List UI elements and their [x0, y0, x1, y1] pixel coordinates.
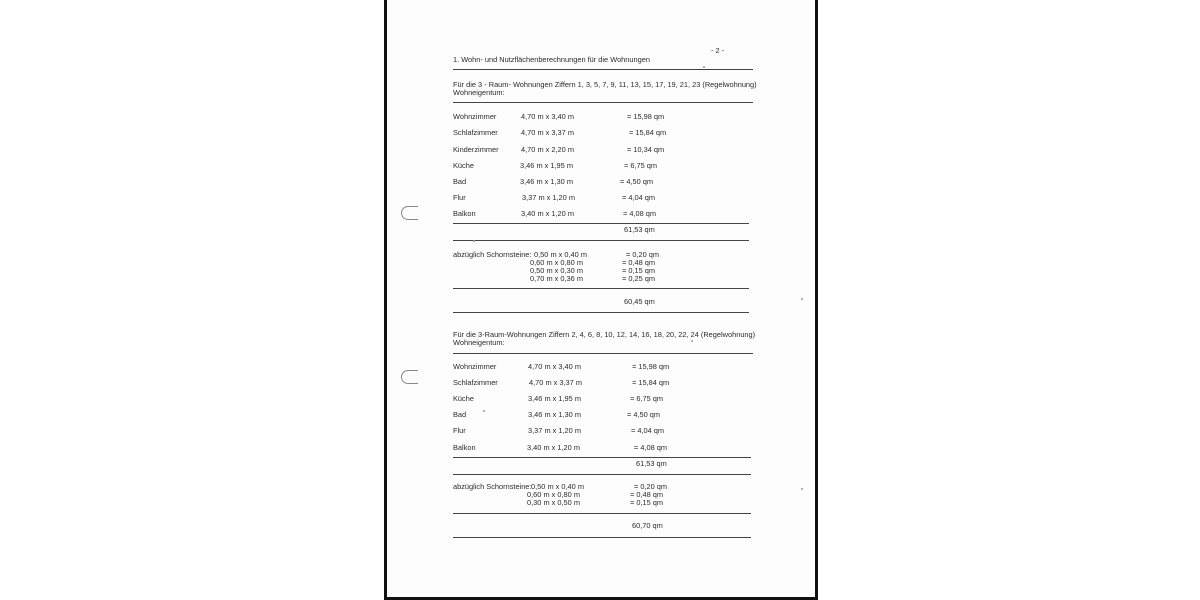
room-area: = 15,98 qm: [632, 362, 670, 371]
room-area: = 4,08 qm: [634, 443, 668, 452]
room-name: Balkon: [453, 209, 476, 218]
room-name: Flur: [453, 193, 466, 202]
room-dimensions: 3,46 m x 1,30 m: [528, 410, 581, 419]
room-name: Wohnzimmer: [453, 112, 497, 121]
room-dimensions: 3,37 m x 1,20 m: [522, 193, 575, 202]
room-dimensions: 3,37 m x 1,20 m: [528, 426, 581, 435]
section2-total-rule-bottom: [453, 537, 751, 538]
room-area: = 6,75 qm: [624, 161, 658, 170]
section1-subtotal-rule-top: [453, 223, 749, 224]
deduction-area: = 0,15 qm: [622, 266, 656, 275]
section2-intro-owner: Wohneigentum:: [453, 338, 505, 347]
room-name: Bad: [453, 410, 467, 419]
room-area: = 15,84 qm: [632, 378, 670, 387]
section1-total: 60,45 qm: [624, 297, 655, 306]
room-name: Wohnzimmer: [453, 362, 497, 371]
room-name: Schlafzimmer: [453, 128, 498, 137]
section1-deduction-label: abzüglich Schornsteine:: [453, 250, 532, 259]
deduction-area: = 0,15 qm: [630, 498, 664, 507]
room-dimensions: 3,40 m x 1,20 m: [527, 443, 580, 452]
section1-intro-owner: Wohneigentum:: [453, 88, 505, 97]
room-area: = 4,04 qm: [631, 426, 665, 435]
deduction-area: = 0,48 qm: [630, 490, 664, 499]
section2-subtotal-rule-bottom: [453, 474, 751, 475]
room-area: = 4,08 qm: [623, 209, 657, 218]
scan-speck: [691, 340, 693, 342]
room-dimensions: 3,46 m x 1,30 m: [520, 177, 573, 186]
room-dimensions: 4,70 m x 3,37 m: [521, 128, 574, 137]
punch-hole-mark: [401, 370, 418, 384]
room-area: = 4,50 qm: [627, 410, 661, 419]
deduction-dimensions: 0,70 m x 0,36 m: [530, 274, 583, 283]
deduction-dimensions: 0,30 m x 0,50 m: [527, 498, 580, 507]
section2-subtotal: 61,53 qm: [636, 459, 667, 468]
room-dimensions: 3,46 m x 1,95 m: [528, 394, 581, 403]
section1-subtotal-rule-bottom: [453, 240, 749, 241]
scan-speck: [473, 240, 475, 242]
section2-deduction-label: abzüglich Schornsteine:: [453, 482, 532, 491]
section2-intro: Für die 3-Raum-Wohnungen Ziffern 2, 4, 6, 8, 10, 12, 14, 16, 18, 20, 22, 24 (Regelwohnung): [453, 330, 756, 339]
room-area: = 4,50 qm: [620, 177, 654, 186]
section2-total-rule-top: [453, 513, 751, 514]
room-area: = 15,84 qm: [629, 128, 667, 137]
section1-subtotal: 61,53 qm: [624, 225, 655, 234]
deduction-area: = 0,20 qm: [634, 482, 668, 491]
section1-intro-rule: [453, 102, 753, 103]
section2-total: 60,70 qm: [632, 521, 663, 530]
deduction-area: = 0,48 qm: [622, 258, 656, 267]
page-heading: 1. Wohn- und Nutzflächenberechnungen für die Wohnungen: [453, 55, 650, 64]
section1-total-rule-top: [453, 288, 749, 289]
room-dimensions: 3,46 m x 1,95 m: [520, 161, 573, 170]
room-dimensions: 4,70 m x 3,40 m: [528, 362, 581, 371]
room-dimensions: 4,70 m x 3,40 m: [521, 112, 574, 121]
room-name: Bad: [453, 177, 467, 186]
room-dimensions: 4,70 m x 2,20 m: [521, 145, 574, 154]
room-name: Balkon: [453, 443, 476, 452]
section2-subtotal-rule-top: [453, 457, 751, 458]
deduction-dimensions: 0,50 m x 0,30 m: [530, 266, 583, 275]
heading-rule: [453, 69, 753, 70]
section1-intro: Für die 3 - Raum- Wohnungen Ziffern 1, 3, 5, 7, 9, 11, 13, 15, 17, 19, 21, 23 (Regelwohnung): [453, 80, 757, 89]
scan-speck: [703, 66, 705, 68]
room-area: = 15,98 qm: [627, 112, 665, 121]
scan-speck: [801, 298, 803, 300]
page-number: - 2 -: [711, 46, 725, 55]
room-area: = 4,04 qm: [622, 193, 656, 202]
room-area: = 6,75 qm: [630, 394, 664, 403]
room-area: = 10,34 qm: [627, 145, 665, 154]
section2-intro-rule: [453, 353, 753, 354]
room-name: Kinderzimmer: [453, 145, 499, 154]
room-dimensions: 3,40 m x 1,20 m: [521, 209, 574, 218]
punch-hole-mark: [401, 206, 418, 220]
deduction-area: = 0,25 qm: [622, 274, 656, 283]
scan-speck: [483, 410, 485, 412]
room-name: Flur: [453, 426, 466, 435]
room-name: Schlafzimmer: [453, 378, 498, 387]
room-name: Küche: [453, 161, 474, 170]
deduction-dimensions: 0,60 m x 0,80 m: [527, 490, 580, 499]
deduction-dimensions: 0,60 m x 0,80 m: [530, 258, 583, 267]
deduction-dimensions: 0,50 m x 0,40 m: [534, 250, 587, 259]
deduction-area: = 0,20 qm: [626, 250, 660, 259]
room-dimensions: 4,70 m x 3,37 m: [529, 378, 582, 387]
deduction-dimensions: 0,50 m x 0,40 m: [531, 482, 584, 491]
document-page: [384, 0, 818, 600]
section1-total-rule-bottom: [453, 312, 749, 313]
room-name: Küche: [453, 394, 474, 403]
scan-speck: [801, 488, 803, 490]
